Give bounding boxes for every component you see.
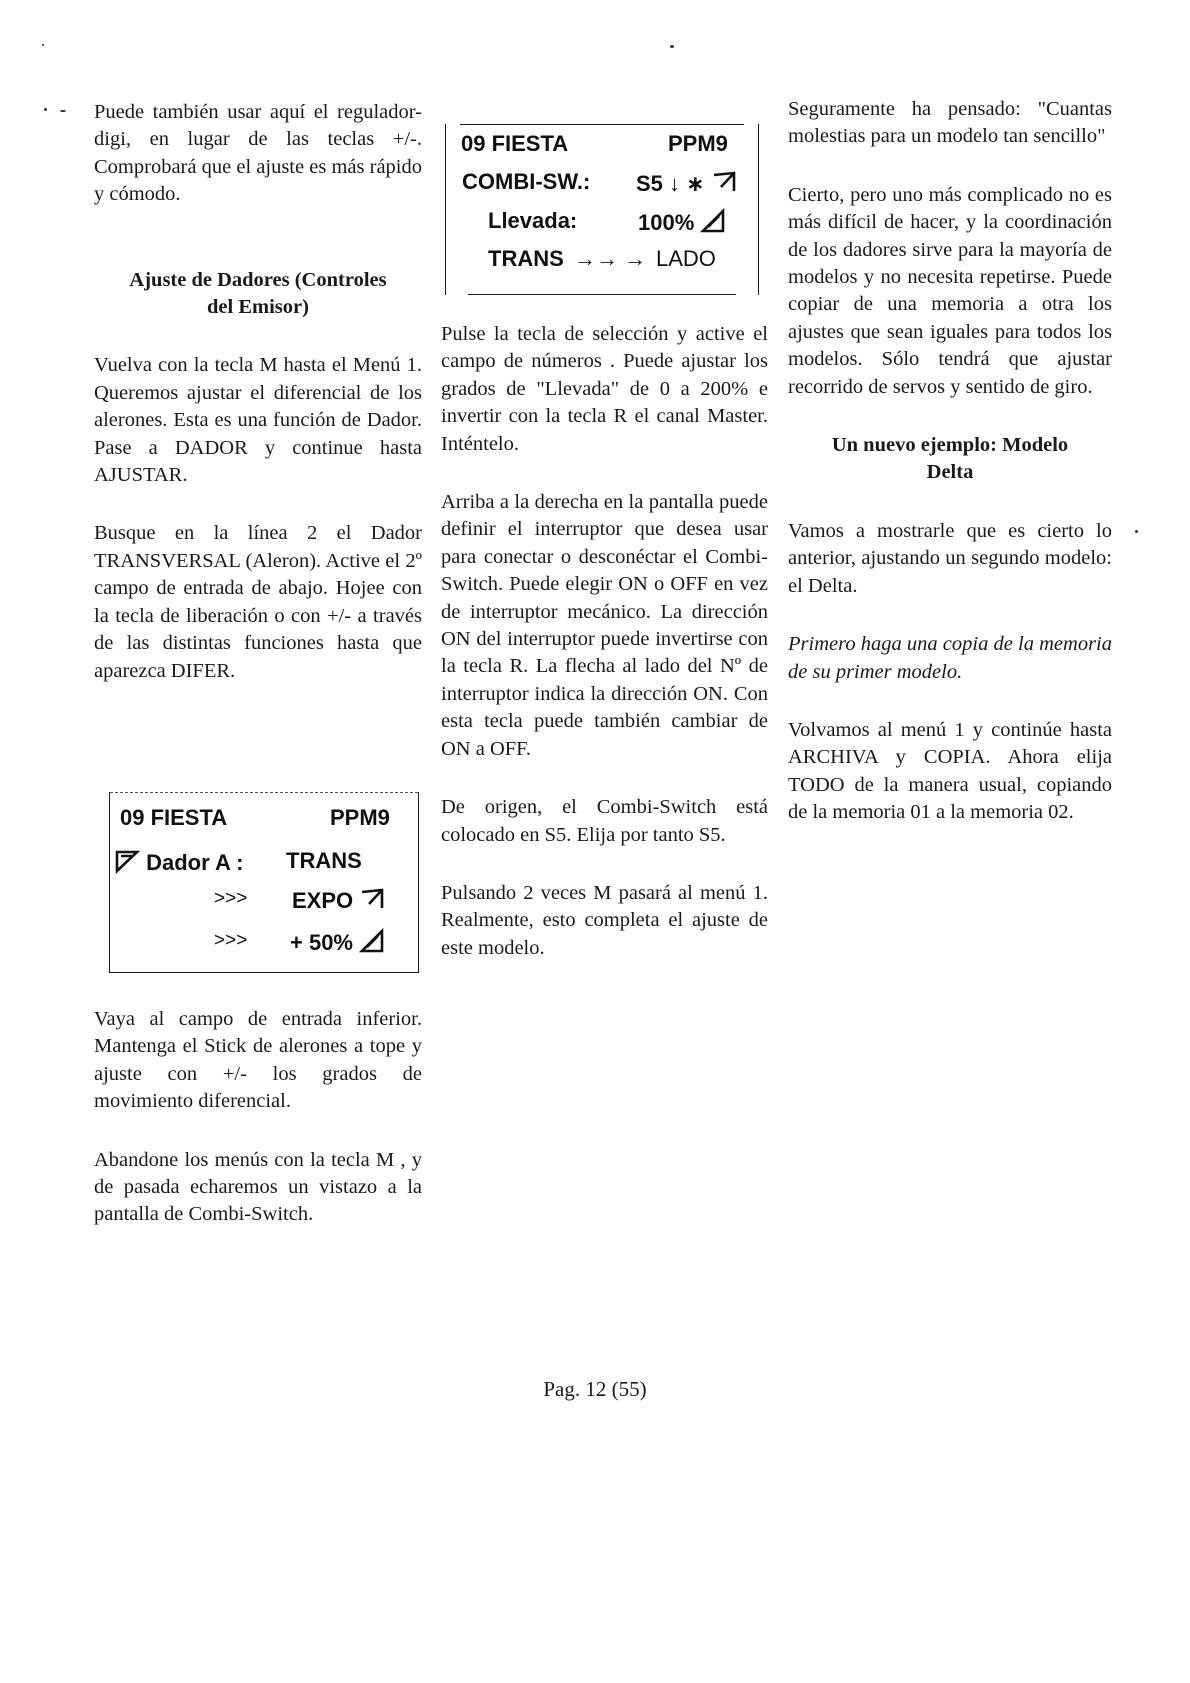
paragraph-pulse: Pulse la tecla de selección y active el campo de números . Puede ajustar los grados de "Llevada" de 0 a 200% e invertir con la tecla R el canal Master. Inténtelo. [441,323,768,455]
heading-ajuste-dadores-line1: Ajuste de Dadores (Controles [129,268,387,291]
page-number: Pag. 12 (55) [543,1377,647,1401]
paragraph-pulsando: Pulsando 2 veces M pasará al menú 1. Realmente, esto completa el ajuste de este modelo. [441,881,768,959]
heading-nuevo-ejemplo-line2: Delta [926,461,974,484]
screen-dador-row [114,848,244,876]
column-right [788,96,1112,827]
scan-speck [42,44,44,46]
screen-lado-label: LADO [656,246,716,271]
scan-speck [1135,530,1138,533]
screen-expo-row [292,886,385,914]
heading-ajuste-dadores-line2: del Emisor) [207,296,309,319]
screen-row3-prefix: >>> [214,930,248,951]
paragraph-busque: Busque en la línea 2 el Dador TRANSVERSAL (Aleron). Active el 2º campo de entrada de abajo. Hojee con la tecla de liberación o con +/- a través de las distintas funciones hasta que aparezca DIFER. [94,522,422,682]
screen-top-border [460,124,744,125]
screen-model-name: 09 FIESTA [461,131,569,156]
lcd-screen-dador [109,792,419,973]
paragraph-vaya: Vaya al campo de entrada inferior. Mantenga el Stick de alerones a tope y ajuste con +/- los grados de movimiento diferencial. [94,1008,422,1113]
screen-row3-value: + 50% [290,930,353,955]
paragraph-seguramente: Seguramente ha pensado: "Cuantas molestias para un modelo tan sencillo" [788,98,1112,148]
scan-speck [670,45,674,48]
screen-switch-row [636,169,737,197]
paragraph-arriba: Arriba a la derecha en la pantalla puede definir el interruptor que desea usar para conectar o desconéctar el Combi-Switch. Puede elegir ON o OFF en vez de interruptor mecánico. La dirección ON del interruptor puede invertirse con la tecla R. La flecha al lado del Nº de interruptor indica la dirección ON. Con esta tecla puede también cambiar de ON a OFF. [441,491,768,760]
paragraph-vamos: Vamos a mostrarle que es cierto lo anterior, ajustando un segundo modelo: el Delta. [788,519,1112,597]
down-arrow-marker-icon [114,848,140,874]
screen-row2-value: EXPO [292,888,354,913]
screen-top-border [110,792,418,793]
paragraph-origen: De origen, el Combi-Switch está colocado en S5. Elija por tanto S5. [441,796,768,846]
column-left-lower [94,1006,422,1229]
paragraph-digi: Puede también usar aquí el regulador-digi, en lugar de las teclas +/-. Comprobará que el ajuste es más rápido y cómodo. [94,101,422,206]
lcd-screen-combi-switch [445,124,759,295]
screen-bottom-border [468,294,736,295]
up-arrow-marker-icon [700,208,726,234]
paragraph-vuelva: Vuelva con la tecla M hasta el Menú 1. Queremos ajustar el diferencial de los alerones. Esta es una función de Dador. Pase a DADOR y continue hasta AJUSTAR. [94,354,422,487]
screen-mode: PPM9 [330,805,390,830]
flag-marker-icon [711,169,737,195]
screen-llevada-row [638,208,726,236]
screen-percent-row [290,928,385,956]
screen-dador-label: Dador A : [146,850,244,875]
screen-arrows: →→ → [574,246,647,271]
column-left [94,99,422,685]
screen-trans-label: TRANS [488,246,564,271]
screen-switch-value: S5 ↓ ∗ [636,171,705,196]
scan-speck [60,110,66,112]
paragraph-abandone: Abandone los menús con la tecla M , y de pasada echaremos un vistazo a la pantalla de Combi-Switch. [94,1148,422,1226]
flag-marker-icon [359,886,385,912]
screen-row2-prefix: >>> [214,888,248,909]
screen-model-name: 09 FIESTA [120,805,228,830]
screen-llevada-value: 100% [638,210,695,235]
up-arrow-marker-icon [359,928,385,954]
paragraph-cierto: Cierto, pero uno más complicado no es más difícil de hacer, y la coordinación de los dadores sirve para la mayoría de modelos y no necesita repetirse. Puede copiar de una memoria a otra los ajustes que sean iguales para todos los modelos. Sólo tendrá que ajustar recorrido de servos y sentido de giro. [788,183,1112,398]
paragraph-volvamos: Volvamos al menú 1 y continúe hasta ARCHIVA y COPIA. Ahora elija TODO de la manera usual, copiando de la memoria 01 a la memoria 02. [788,718,1112,824]
scan-speck [44,108,47,111]
screen-combi-label: COMBI-SW.: [462,169,591,194]
heading-nuevo-ejemplo-line1: Un nuevo ejemplo: Modelo [831,434,1069,457]
screen-mode: PPM9 [668,131,728,156]
screen-llevada-label: Llevada: [488,208,578,233]
column-middle [441,321,768,962]
paragraph-primero: Primero haga una copia de la memoria de su primer modelo. [788,633,1112,683]
screen-dador-value: TRANS [286,848,362,873]
